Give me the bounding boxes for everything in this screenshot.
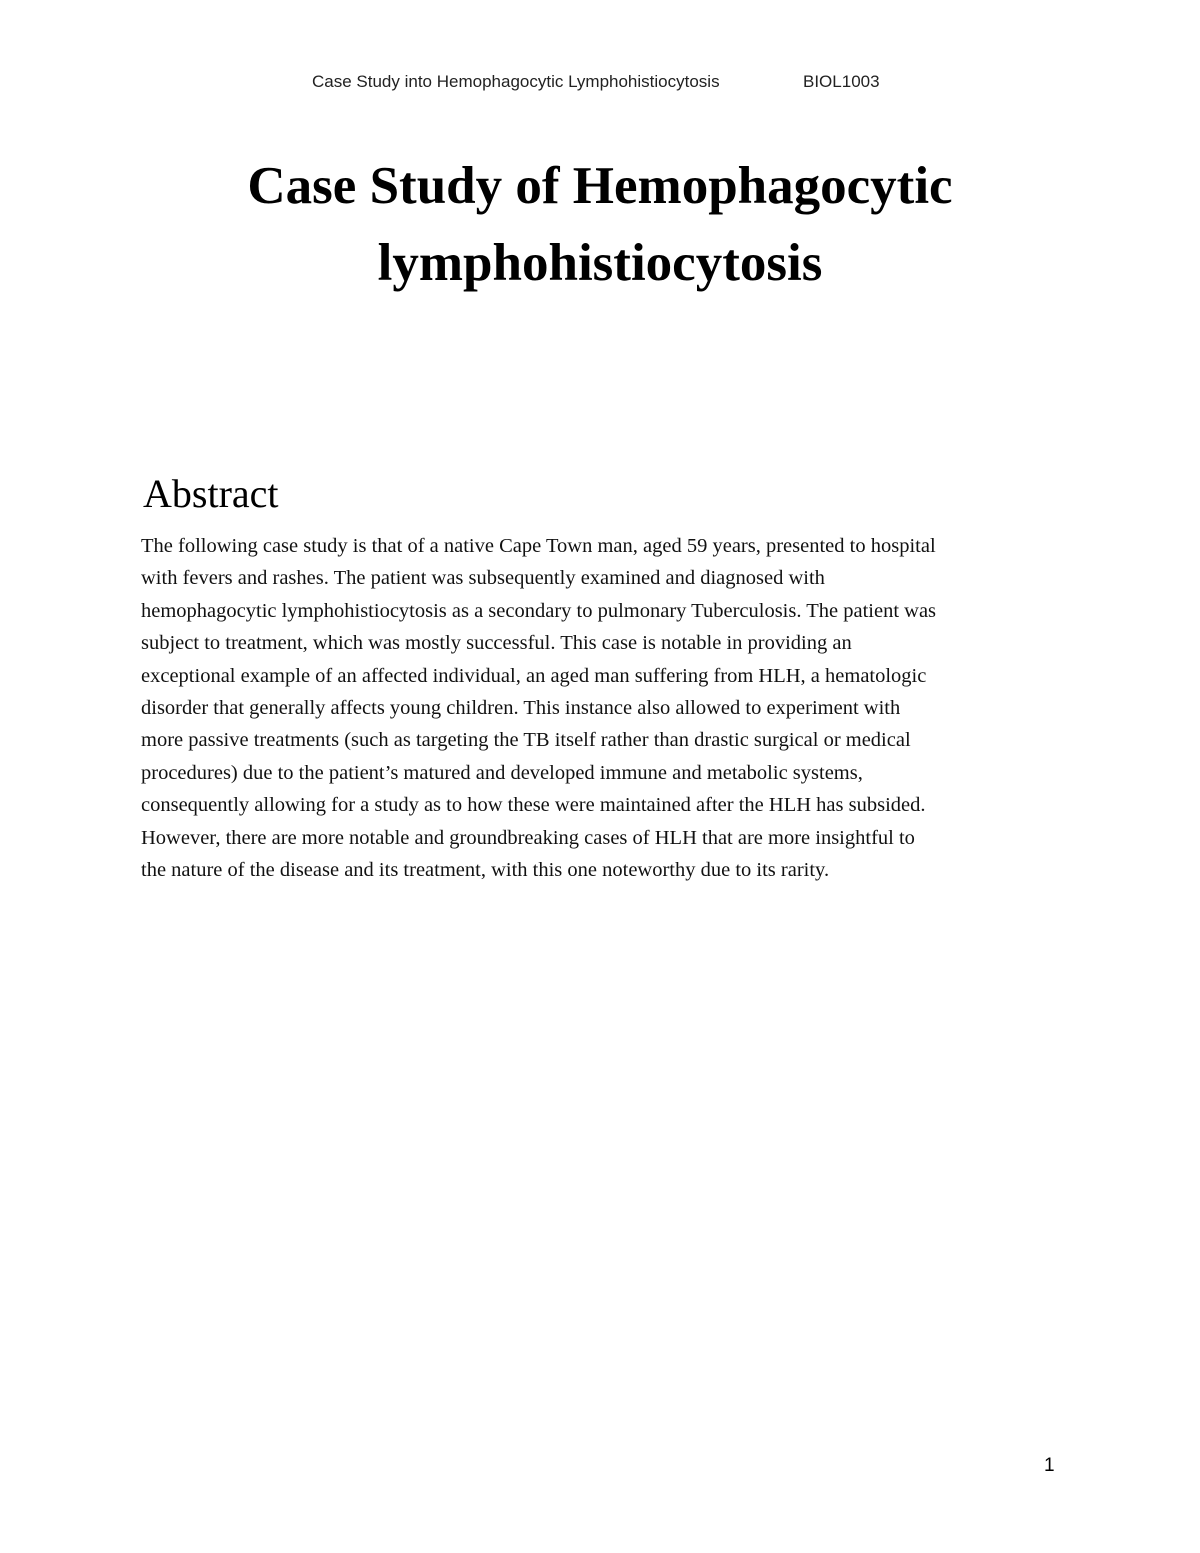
title-line: lymphohistiocytosis — [377, 234, 823, 292]
header-title: Case Study into Hemophagocytic Lymphohistiocytosis — [312, 72, 720, 91]
abstract-line: more passive treatments (such as targeting the TB itself rather than drastic surgical or medical — [141, 729, 911, 752]
abstract-line: procedures) due to the patient’s matured and developed immune and metabolic systems, — [141, 761, 863, 784]
abstract-line: with fevers and rashes. The patient was subsequently examined and diagnosed with — [141, 567, 825, 590]
abstract-line: The following case study is that of a native Cape Town man, aged 59 years, presented to hospital — [141, 535, 936, 557]
abstract-line: subject to treatment, which was mostly successful. This case is notable in providing an — [141, 632, 852, 655]
abstract-line: hemophagocytic lymphohistiocytosis as a secondary to pulmonary Tuberculosis. The patient was — [141, 599, 937, 622]
abstract-line: disorder that generally affects young children. This instance also allowed to experiment with — [141, 697, 901, 720]
abstract-line: the nature of the disease and its treatment, with this one noteworthy due to its rarity. — [141, 859, 830, 882]
header-course-code: BIOL1003 — [803, 72, 880, 91]
abstract-body — [141, 530, 936, 886]
page-number: 1 — [1044, 1455, 1055, 1476]
document-title — [0, 148, 1200, 302]
abstract-line: consequently allowing for a study as to how these were maintained after the HLH has subsided. — [141, 794, 926, 817]
title-line: Case Study of Hemophagocytic — [247, 157, 953, 215]
abstract-line: However, there are more notable and groundbreaking cases of HLH that are more insightful to — [141, 826, 915, 849]
abstract-heading: Abstract — [143, 471, 279, 516]
abstract-line: exceptional example of an affected individual, an aged man suffering from HLH, a hematologic — [141, 664, 927, 687]
